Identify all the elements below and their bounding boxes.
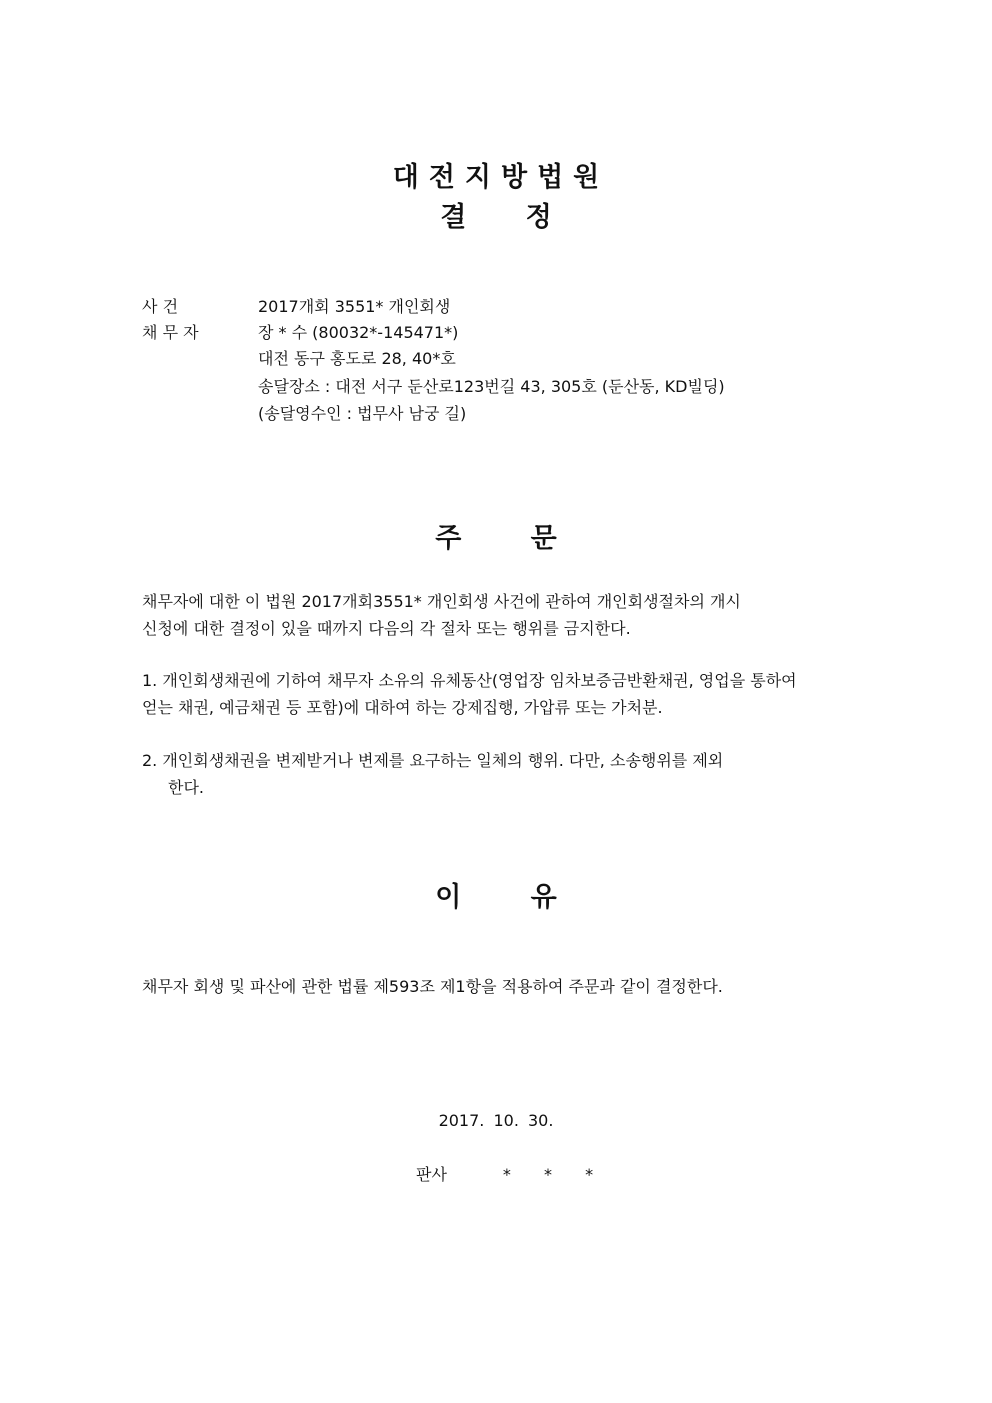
debtor-label bbox=[142, 320, 234, 346]
court-name: 대전지방법원 bbox=[392, 162, 610, 193]
order-item-2-line: 2. 개인회생채권을 변제받거나 변제를 요구하는 일체의 행위. 다만, 소송행위를 제외 bbox=[142, 751, 724, 770]
order-intro-line: 신청에 대한 결정이 있을 때까지 다음의 각 절차 또는 행위를 금지한다. bbox=[142, 619, 631, 638]
debtor-label-char: 자 bbox=[183, 323, 199, 342]
judge-name: * * * bbox=[502, 1165, 608, 1184]
reason-text: 채무자 회생 및 파산에 관한 법률 제593조 제1항을 적용하여 주문과 같이 결정한다. bbox=[142, 977, 723, 996]
delivery-address: 송달장소 : 대전 서구 둔산로123번길 43, 305호 (둔산동, KD빌딩) bbox=[258, 377, 725, 396]
order-heading: 주 문 bbox=[435, 523, 557, 554]
case-label bbox=[142, 294, 234, 320]
order-item-2-line: 한다. bbox=[168, 778, 204, 797]
debtor-label-char: 무 bbox=[162, 323, 179, 342]
debtor-label-char: 채 bbox=[142, 323, 158, 342]
case-row bbox=[142, 294, 451, 320]
case-label-char: 사 bbox=[142, 297, 158, 316]
delivery-recipient: (송달영수인 : 법무사 남궁 길) bbox=[258, 404, 467, 423]
order-intro-line: 채무자에 대한 이 법원 2017개회3551* 개인회생 사건에 관하여 개인회생절차의 개시 bbox=[142, 592, 741, 611]
judge-signature bbox=[416, 1162, 607, 1188]
document-title: 결 정 bbox=[440, 202, 552, 233]
order-item-1-line: 얻는 채권, 예금채권 등 포함)에 대하여 하는 강제집행, 가압류 또는 가처분. bbox=[142, 698, 663, 717]
case-value: 2017개회 3551* 개인회생 bbox=[258, 297, 451, 316]
reason-heading: 이 유 bbox=[435, 882, 557, 913]
order-item-1-line: 1. 개인회생채권에 기하여 채무자 소유의 유체동산(영업장 임차보증금반환채권, 영업을 통하여 bbox=[142, 671, 797, 690]
debtor-name: 장 * 수 (80032*-145471*) bbox=[258, 323, 459, 342]
judge-label: 판사 bbox=[416, 1165, 447, 1184]
decision-date: 2017. 10. 30. bbox=[438, 1111, 554, 1130]
debtor-row bbox=[142, 320, 459, 346]
case-label-char: 건 bbox=[162, 297, 179, 316]
debtor-address: 대전 동구 홍도로 28, 40*호 bbox=[258, 349, 456, 368]
